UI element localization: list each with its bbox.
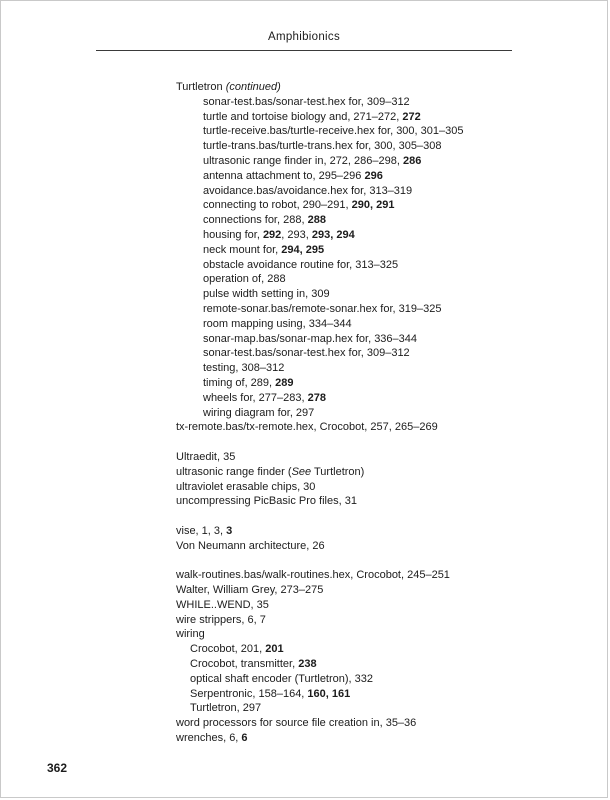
- index-entry: [176, 184, 576, 199]
- entry-text: sonar-test.bas/sonar-test.hex for, 309–312: [203, 347, 410, 360]
- figure-page-ref: 6: [241, 732, 248, 745]
- entry-text: room mapping using, 334–344: [203, 317, 352, 330]
- entry-text: uncompressing PicBasic Pro files, 31: [176, 495, 357, 508]
- index-entry: [176, 420, 576, 435]
- entry-text: ultraviolet erasable chips, 30: [176, 480, 316, 493]
- entry-text: sonar-test.bas/sonar-test.hex for, 309–312: [203, 95, 410, 108]
- index-entry: [176, 583, 576, 598]
- index-entry: [176, 480, 576, 495]
- entry-text: turtle-trans.bas/turtle-trans.hex for, 300, 305–308: [203, 140, 442, 153]
- entry-text: Turtletron: [176, 81, 226, 93]
- entry-text: Crocobot, transmitter,: [190, 658, 299, 671]
- index-group: [176, 524, 576, 554]
- index-entry: [176, 317, 576, 332]
- index-entry: [176, 391, 576, 406]
- figure-page-ref: 290, 291: [351, 199, 395, 212]
- entry-text: pulse width setting in, 309: [203, 288, 330, 301]
- figure-page-ref: 292: [262, 228, 282, 241]
- figure-page-ref: 278: [307, 391, 326, 404]
- entry-text: ultrasonic range finder (: [176, 465, 292, 478]
- entry-text: See: [291, 465, 312, 478]
- entry-text: vise, 1, 3,: [176, 524, 227, 537]
- page-number: 362: [47, 761, 68, 775]
- index-entry: [176, 154, 576, 169]
- entry-text: avoidance.bas/avoidance.hex for, 313–319: [203, 184, 413, 197]
- index-entry: [176, 198, 576, 213]
- figure-page-ref: 201: [265, 643, 284, 656]
- index-entry: [176, 642, 576, 657]
- entry-text: wire strippers, 6, 7: [176, 613, 266, 626]
- entry-text: antenna attachment to, 295–296: [203, 169, 365, 182]
- entry-text: wrenches, 6,: [176, 732, 242, 745]
- entry-text: word processors for source file creation in, 35–36: [176, 717, 417, 730]
- index-entry: [176, 272, 576, 287]
- entry-text: wheels for, 277–283,: [203, 391, 308, 404]
- entry-text: wiring: [176, 628, 205, 641]
- index-entry: [176, 361, 576, 376]
- index-entry: [176, 169, 576, 184]
- entry-text: neck mount for,: [203, 243, 282, 256]
- index-entry: [176, 139, 576, 154]
- index-entry: [176, 613, 576, 628]
- index-entry: [176, 258, 576, 273]
- entry-text: WHILE..WEND, 35: [176, 598, 269, 611]
- entry-text: Crocobot, 201,: [190, 643, 266, 656]
- index-entry: [176, 731, 576, 746]
- entry-text: connecting to robot, 290–291,: [203, 199, 352, 212]
- entry-text: walk-routines.bas/walk-routines.hex, Crocobot, 245–251: [176, 569, 450, 582]
- entry-text: Von Neumann architecture, 26: [176, 539, 325, 552]
- index-entry: [176, 716, 576, 731]
- index-entry: [176, 672, 576, 687]
- index-entry: [176, 228, 576, 243]
- entry-text: (continued): [225, 81, 281, 93]
- index-entry: [176, 627, 576, 642]
- index-entry: [176, 568, 576, 583]
- entry-text: operation of, 288: [203, 273, 286, 286]
- index-entry: [176, 213, 576, 228]
- figure-page-ref: 293, 294: [311, 228, 355, 241]
- index-entry: [176, 687, 576, 702]
- figure-page-ref: 272: [402, 110, 421, 123]
- figure-page-ref: 294, 295: [281, 243, 325, 256]
- entry-text: Ultraedit, 35: [176, 450, 236, 463]
- index-entry: [176, 332, 576, 347]
- index-group: [176, 80, 576, 435]
- index-entry: [176, 657, 576, 672]
- index-entry: [176, 450, 576, 465]
- entry-text: Serpentronic, 158–164,: [190, 687, 308, 700]
- figure-page-ref: 160, 161: [307, 687, 351, 700]
- figure-page-ref: 288: [307, 214, 326, 227]
- index-entry: [176, 243, 576, 258]
- index-entry: [176, 95, 576, 110]
- entry-text: optical shaft encoder (Turtletron), 332: [190, 672, 374, 685]
- entry-text: turtle-receive.bas/turtle-receive.hex for, 300, 301–305: [203, 125, 464, 138]
- entry-text: Turtletron): [311, 465, 365, 478]
- figure-page-ref: 3: [226, 524, 233, 537]
- index-entry: [176, 539, 576, 554]
- entry-text: turtle and tortoise biology and, 271–272,: [203, 110, 403, 123]
- index-entry: [176, 346, 576, 361]
- entry-text: timing of, 289,: [203, 376, 276, 389]
- index-entry: [176, 465, 576, 480]
- index-entry: [176, 494, 576, 509]
- entry-text: Walter, William Grey, 273–275: [176, 584, 324, 597]
- entry-text: connections for, 288,: [203, 214, 308, 227]
- entry-text: remote-sonar.bas/remote-sonar.hex for, 319–325: [203, 302, 442, 315]
- index-content: [176, 80, 576, 746]
- entry-text: sonar-map.bas/sonar-map.hex for, 336–344: [203, 332, 418, 345]
- entry-text: ultrasonic range finder in, 272, 286–298,: [203, 154, 403, 167]
- entry-text: housing for,: [203, 228, 263, 241]
- index-entry: [176, 287, 576, 302]
- index-entry: [176, 80, 576, 95]
- index-entry: [176, 302, 576, 317]
- index-entry: [176, 598, 576, 613]
- index-entry: [176, 376, 576, 391]
- figure-page-ref: 286: [402, 154, 422, 167]
- index-group: [176, 450, 576, 509]
- entry-text: testing, 308–312: [203, 362, 285, 375]
- entry-text: tx-remote.bas/tx-remote.hex, Crocobot, 257, 265–269: [176, 421, 438, 434]
- running-header: Amphibionics: [96, 31, 512, 51]
- index-entry: [176, 701, 576, 716]
- index-group: [176, 568, 576, 746]
- entry-text: obstacle avoidance routine for, 313–325: [203, 258, 399, 271]
- entry-text: , 293,: [281, 228, 312, 241]
- entry-text: Turtletron, 297: [190, 702, 262, 715]
- figure-page-ref: 296: [364, 169, 383, 182]
- index-entry: [176, 124, 576, 139]
- entry-text: wiring diagram for, 297: [203, 406, 315, 419]
- index-entry: [176, 110, 576, 125]
- figure-page-ref: 289: [275, 376, 294, 389]
- index-entry: [176, 524, 576, 539]
- index-entry: [176, 406, 576, 421]
- figure-page-ref: 238: [298, 658, 317, 671]
